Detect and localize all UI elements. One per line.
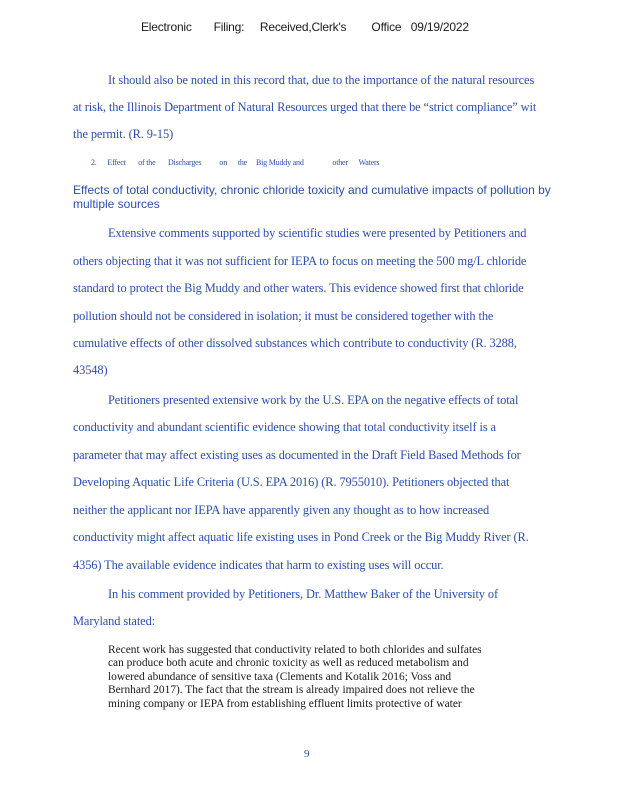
- text-line: others objecting that it was not sufficient for IEPA to focus on meeting the 500 mg/L chloride: [73, 254, 527, 268]
- quote-line: can produce both acute and chronic toxicity as well as reduced metabolism and: [108, 657, 469, 670]
- filing-header: Electronic Filing: Received,Clerk's Office 09/19/2022: [141, 20, 469, 34]
- subheading: Effects of total conductivity, chronic chloride toxicity and cumulative impacts of pollution by multiple sources: [73, 183, 551, 211]
- text-line: conductivity and abundant scientific evidence showing that total conductivity itself is a: [73, 420, 496, 434]
- text-line: neither the applicant nor IEPA have apparently given any thought as to how increased: [73, 503, 490, 517]
- block-quote: [108, 644, 522, 711]
- text-line: It should also be noted in this record that, due to the importance of the natural resources: [108, 73, 535, 87]
- text-line: conductivity might affect aquatic life existing uses in Pond Creek or the Big Muddy River (R.: [73, 530, 529, 544]
- quote-line: Bernhard 2017). The fact that the stream is already impaired does not relieve the: [108, 684, 475, 697]
- text-line: Extensive comments supported by scientific studies were presented by Petitioners and: [108, 226, 527, 240]
- page-number: 9: [304, 748, 310, 760]
- text-line: parameter that may affect existing uses as documented in the Draft Field Based Methods for: [73, 448, 521, 462]
- text-line: cumulative effects of other dissolved substances which contribute to conductivity (R. 3288,: [73, 336, 517, 350]
- text-line: at risk, the Illinois Department of Natural Resources urged that there be “strict compliance” wit: [73, 100, 537, 114]
- text-line: 4356) The available evidence indicates that harm to existing uses will occur.: [73, 558, 444, 572]
- text-line: the permit. (R. 9-15): [73, 127, 174, 141]
- text-line: Developing Aquatic Life Criteria (U.S. EPA 2016) (R. 7955010). Petitioners objected that: [73, 475, 510, 489]
- text-line: pollution should not be considered in isolation; it must be considered together with the: [73, 309, 494, 323]
- text-line: 43548): [73, 363, 108, 377]
- text-line: Maryland stated:: [73, 614, 156, 628]
- section-heading: 2. Effect of the Discharges on the Big Muddy and other Waters: [91, 158, 380, 167]
- text-line: standard to protect the Big Muddy and other waters. This evidence showed first that chloride: [73, 281, 524, 295]
- text-line: In his comment provided by Petitioners, Dr. Matthew Baker of the University of: [108, 587, 499, 601]
- quote-line: lowered abundance of sensitive taxa (Clements and Kotalik 2016; Voss and: [108, 670, 452, 683]
- quote-line: Recent work has suggested that conductivity related to both chlorides and sulfates: [108, 644, 482, 656]
- text-line: Petitioners presented extensive work by the U.S. EPA on the negative effects of total: [108, 393, 519, 407]
- quote-line: mining company or IEPA from establishing effluent limits protective of water: [108, 697, 462, 710]
